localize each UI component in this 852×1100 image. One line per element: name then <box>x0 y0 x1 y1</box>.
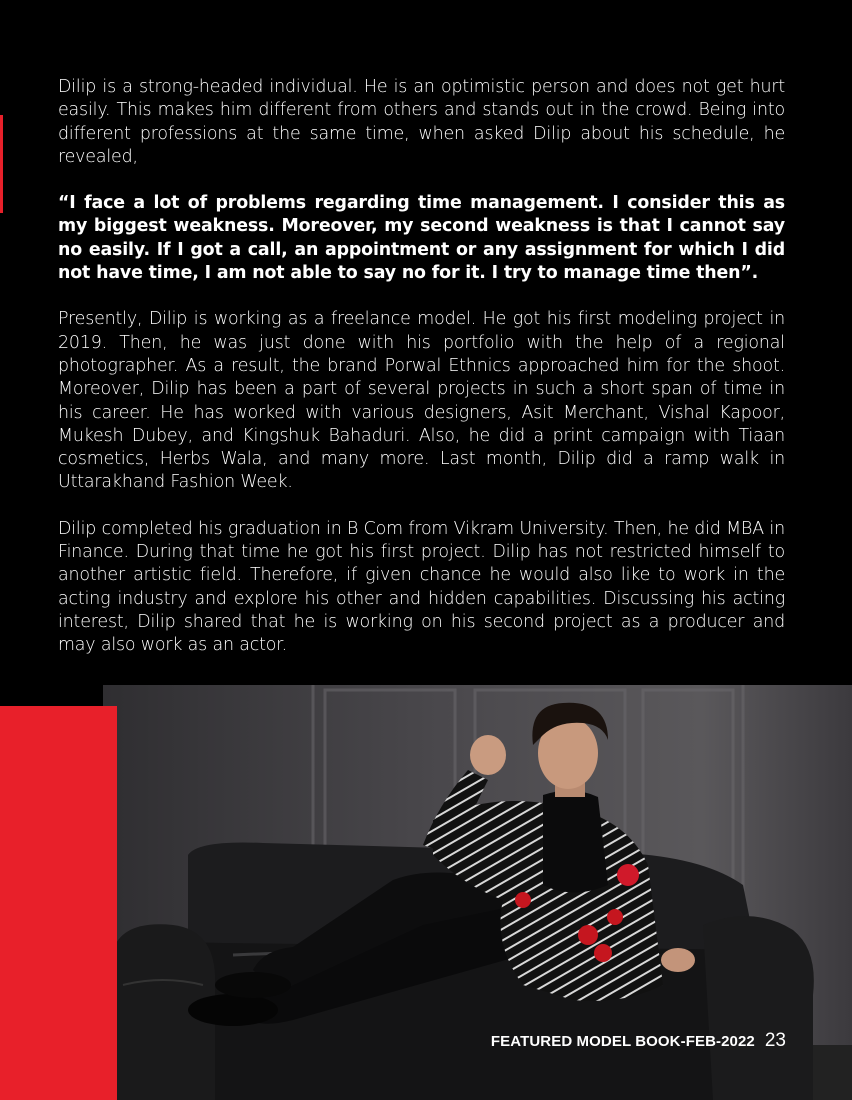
article-body <box>58 76 785 681</box>
article-quote: “I face a lot of problems regarding time management. I consider this as my biggest weakness. Moreover, my second weakness is that I cannot say no easily. If I got a call, an appointment or any assignment for which I did not have time, I am not able to say no for it. I try to manage time then”. <box>58 193 785 284</box>
publication-title: FEATURED MODEL BOOK-FEB-2022 <box>490 1033 755 1050</box>
page-footer <box>491 1030 786 1052</box>
article-paragraph-3: Dilip completed his graduation in B Com from Vikram University. Then, he did MBA in Finance. During that time he got his first project. Dilip has not restricted himself to another artistic field. Therefore, if given chance he would also like to work in the acting industry and explore his other and hidden capabilities. Discussing his acting interest, Dilip shared that he is working on his second project as a producer and may also work as an actor. <box>58 518 785 656</box>
article-paragraph-2: Presently, Dilip is working as a freelance model. He got his first modeling project in 2019. Then, he was just done with his portfolio with the help of a regional photographer. As a result, the brand Porwal Ethnics approached him for the shoot. Moreover, Dilip has been a part of several projects in such a short span of time in his career. He has worked with various designers, Asit Merchant, Vishal Kapoor, Mukesh Dubey, and Kingshuk Bahaduri. Also, he did a print campaign with Tiaan cosmetics, Herbs Wala, and many more. Last month, Dilip did a ramp walk in Uttarakhand Fashion Week. <box>58 309 785 493</box>
red-accent-block <box>0 706 117 1100</box>
red-accent-strip <box>0 115 3 213</box>
page-number: 23 <box>764 1030 786 1051</box>
article-paragraph-1: Dilip is a strong-headed individual. He is an optimistic person and does not get hurt easily. This makes him different from others and stands out in the crowd. Being into different professions at the same time, when asked Dilip about his schedule, he revealed, <box>58 77 785 167</box>
